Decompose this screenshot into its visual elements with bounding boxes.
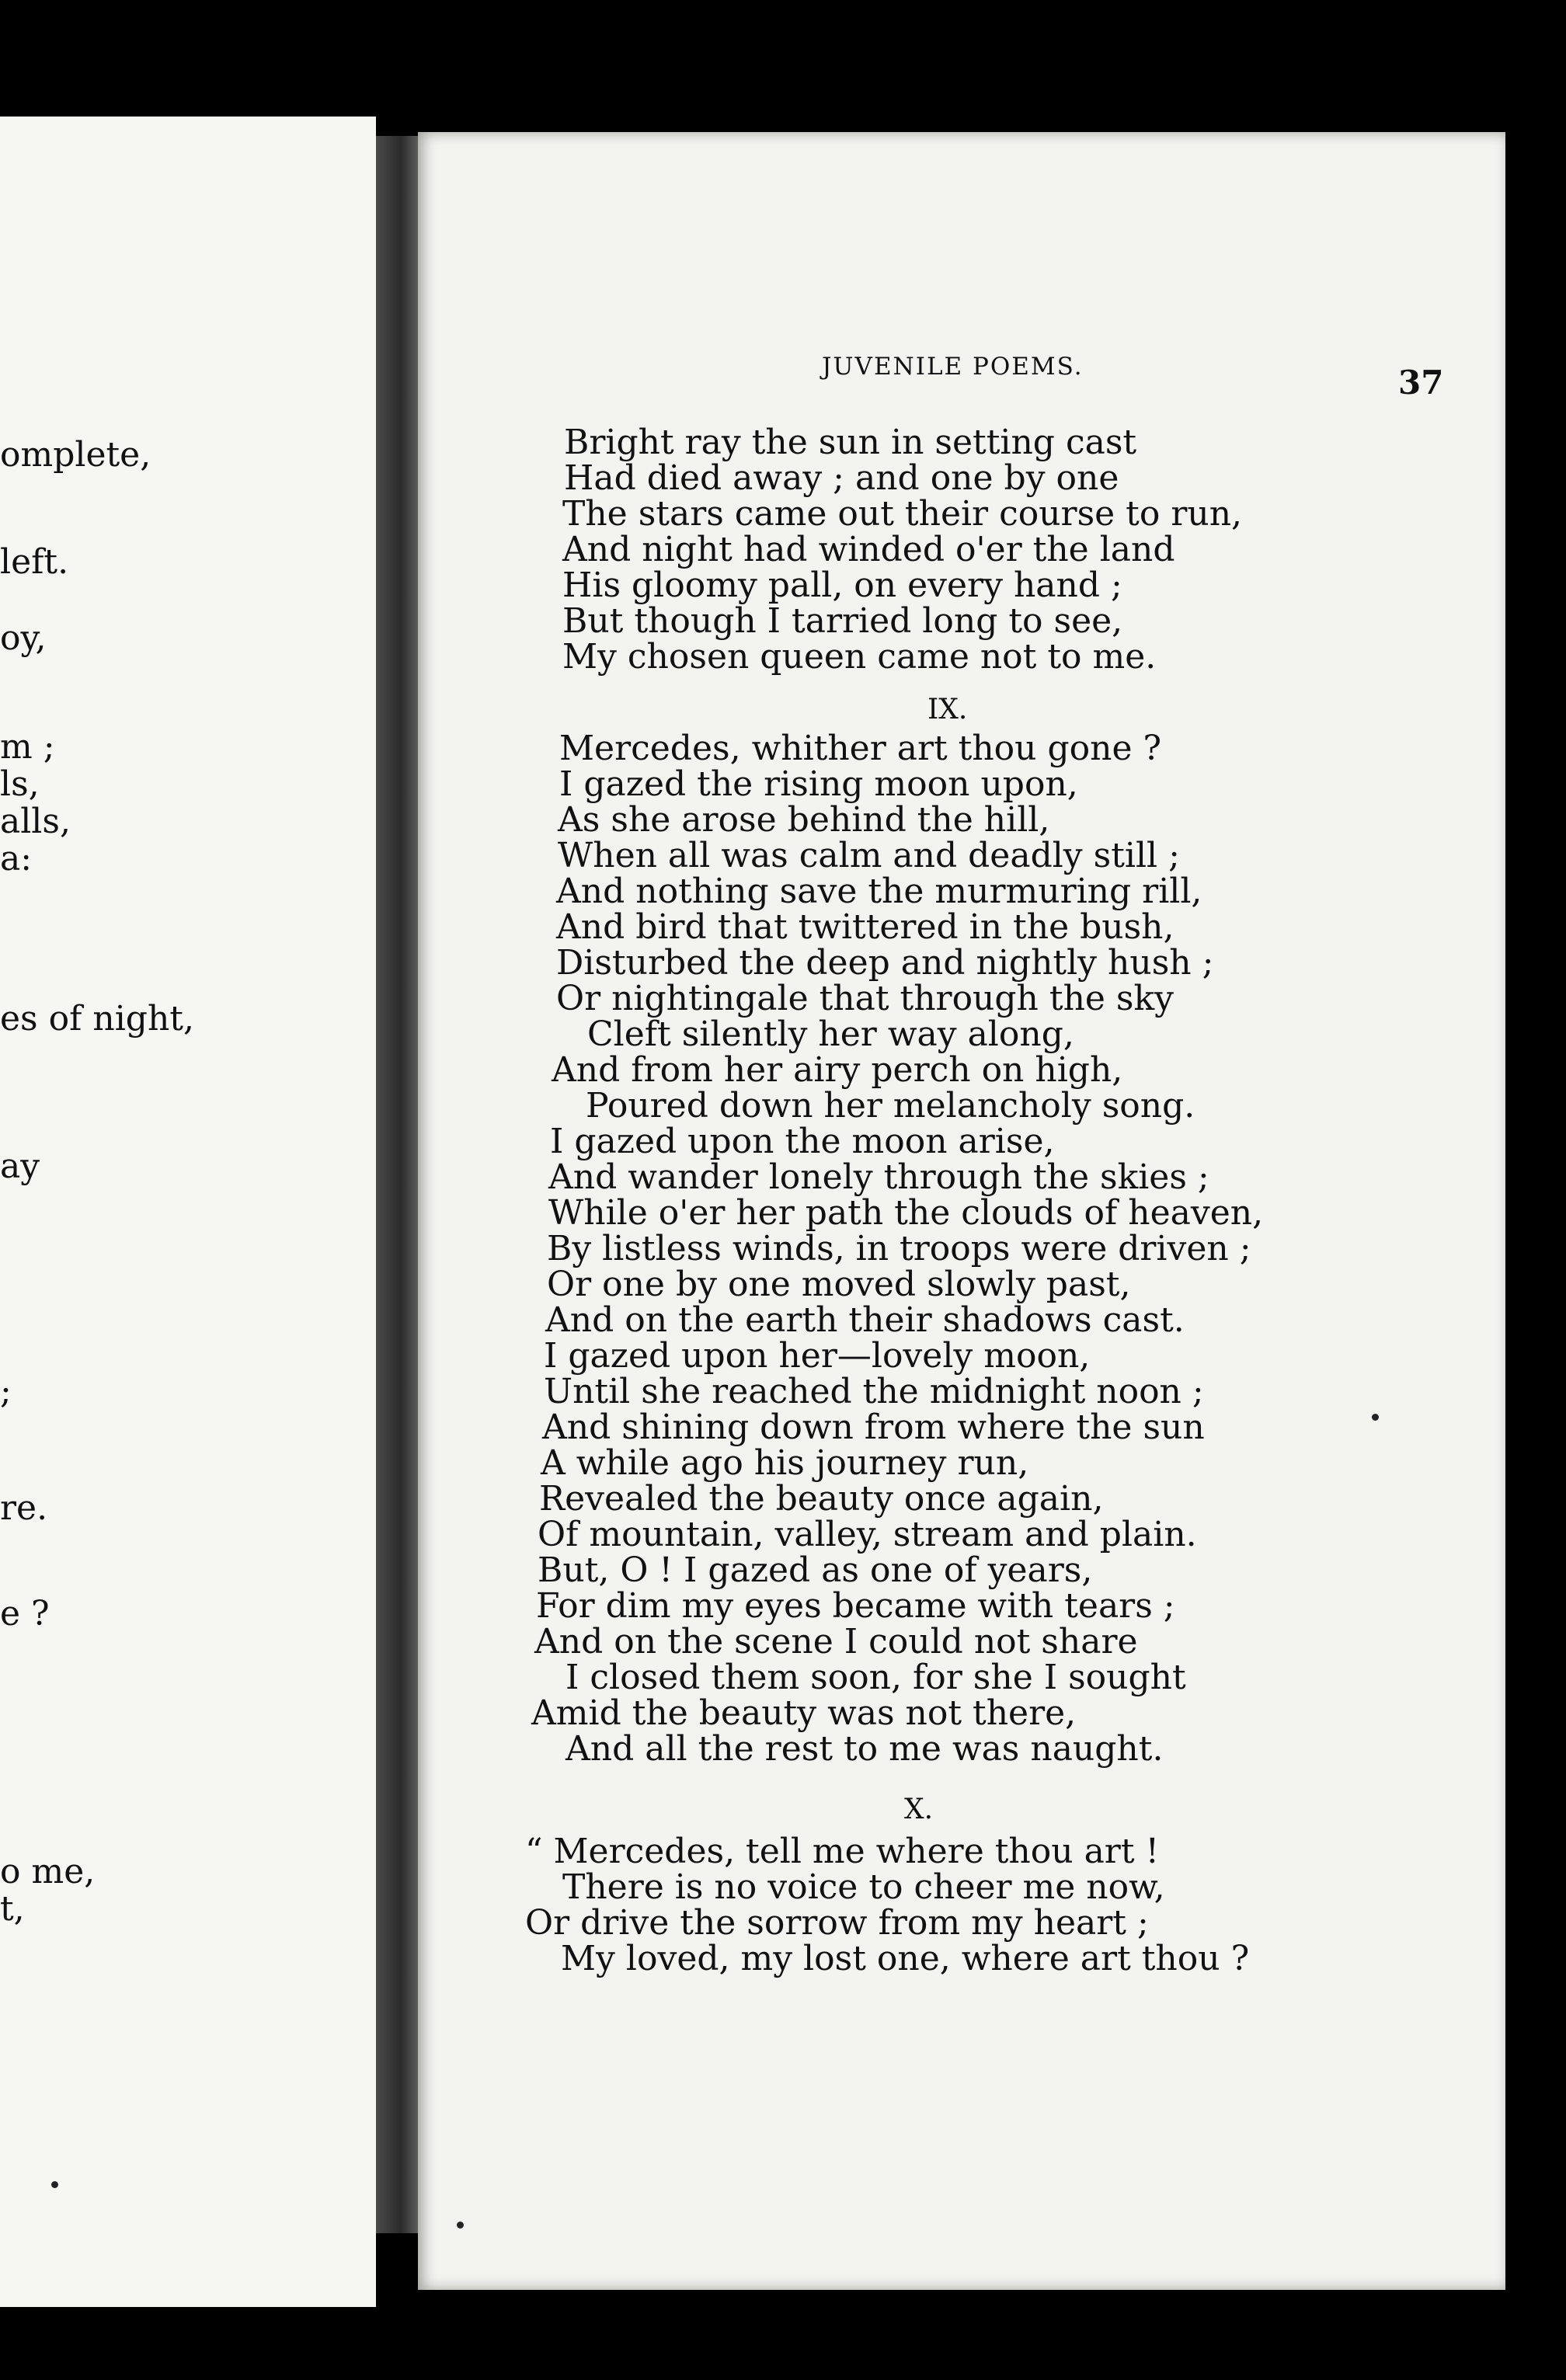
poem-line: And shining down from where the sun — [542, 1407, 1205, 1447]
poem-line: Had died away ; and one by one — [564, 458, 1119, 498]
poem-line: While o'er her path the clouds of heaven, — [548, 1193, 1264, 1233]
poem-line: And on the scene I could not share — [534, 1622, 1138, 1661]
left-fragment: a: — [0, 839, 33, 879]
left-fragment: alls, — [0, 802, 71, 841]
poem-line: A while ago his journey run, — [541, 1443, 1029, 1483]
poem-line: Bright ray the sun in setting cast — [564, 423, 1137, 462]
poem-line: Or one by one moved slowly past, — [547, 1265, 1131, 1304]
poem-line: And nothing save the murmuring rill, — [556, 872, 1202, 911]
poem-line: I gazed upon the moon arise, — [550, 1122, 1055, 1161]
section-heading-x: X. — [904, 1794, 934, 1825]
poem-line: But though I tarried long to see, — [562, 601, 1123, 641]
poem-line: And on the earth their shadows cast. — [545, 1300, 1185, 1340]
left-fragment: t, — [0, 1889, 25, 1929]
poem-line: My loved, my lost one, where art thou ? — [561, 1939, 1250, 1978]
poem-line: His gloomy pall, on every hand ; — [562, 565, 1122, 605]
poem-line: For dim my eyes became with tears ; — [536, 1586, 1175, 1626]
scan-speck — [457, 2222, 464, 2229]
poem-line: I gazed the rising moon upon, — [559, 764, 1078, 804]
poem-line: There is no voice to cheer me now, — [562, 1867, 1165, 1907]
poem-line: And night had winded o'er the land — [562, 530, 1175, 569]
poem-line: Until she reached the midnight noon ; — [544, 1372, 1204, 1411]
running-head: JUVENILE POEMS. — [822, 353, 1084, 381]
poem-line: Amid the beauty was not there, — [531, 1693, 1077, 1733]
poem-line: The stars came out their course to run, — [562, 494, 1243, 534]
poem-line: I closed them soon, for she I sought — [566, 1658, 1186, 1697]
poem-line: But, O ! I gazed as one of years, — [538, 1550, 1093, 1590]
section-heading-ix: IX. — [927, 694, 968, 725]
poem-line: As she arose behind the hill, — [558, 800, 1050, 840]
left-fragment: left. — [0, 542, 69, 582]
left-fragment: m ; — [0, 727, 55, 767]
poem-line: Revealed the beauty once again, — [539, 1479, 1104, 1519]
page-number: 37 — [1398, 364, 1444, 402]
scan-speck — [1372, 1414, 1379, 1421]
scan-speck — [51, 2181, 58, 2188]
left-fragment: omplete, — [0, 435, 151, 475]
poem-line: And from her airy perch on high, — [552, 1050, 1123, 1090]
poem-line: Disturbed the deep and nightly hush ; — [556, 943, 1214, 983]
left-fragment: es of night, — [0, 999, 194, 1039]
poem-line: Of mountain, valley, stream and plain. — [538, 1515, 1197, 1554]
poem-line: And all the rest to me was naught. — [566, 1729, 1164, 1769]
poem-line: Or drive the sorrow from my heart ; — [525, 1903, 1149, 1943]
left-fragment: re. — [0, 1488, 48, 1528]
poem-line: And wander lonely through the skies ; — [548, 1157, 1209, 1197]
poem-line: Cleft silently her way along, — [587, 1014, 1074, 1054]
poem-line: When all was calm and deadly still ; — [558, 836, 1180, 875]
left-fragment: ; — [0, 1372, 12, 1411]
poem-line: “ Mercedes, tell me where thou art ! — [525, 1832, 1160, 1871]
poem-line: Or nightingale that through the sky — [556, 979, 1174, 1018]
poem-line: Mercedes, whither art thou gone ? — [559, 729, 1162, 768]
poem-line: I gazed upon her—lovely moon, — [544, 1336, 1091, 1376]
left-fragment: oy, — [0, 618, 47, 658]
left-fragment: o me, — [0, 1852, 96, 1891]
poem-line: Poured down her melancholy song. — [586, 1086, 1195, 1126]
poem-line: By listless winds, in troops were driven ; — [547, 1229, 1251, 1268]
poem-line: And bird that twittered in the bush, — [556, 907, 1174, 947]
left-page — [0, 117, 376, 2307]
left-fragment: ay — [0, 1147, 40, 1186]
left-fragment: ls, — [0, 764, 40, 804]
poem-line: My chosen queen came not to me. — [562, 637, 1157, 677]
left-fragment: e ? — [0, 1594, 50, 1634]
